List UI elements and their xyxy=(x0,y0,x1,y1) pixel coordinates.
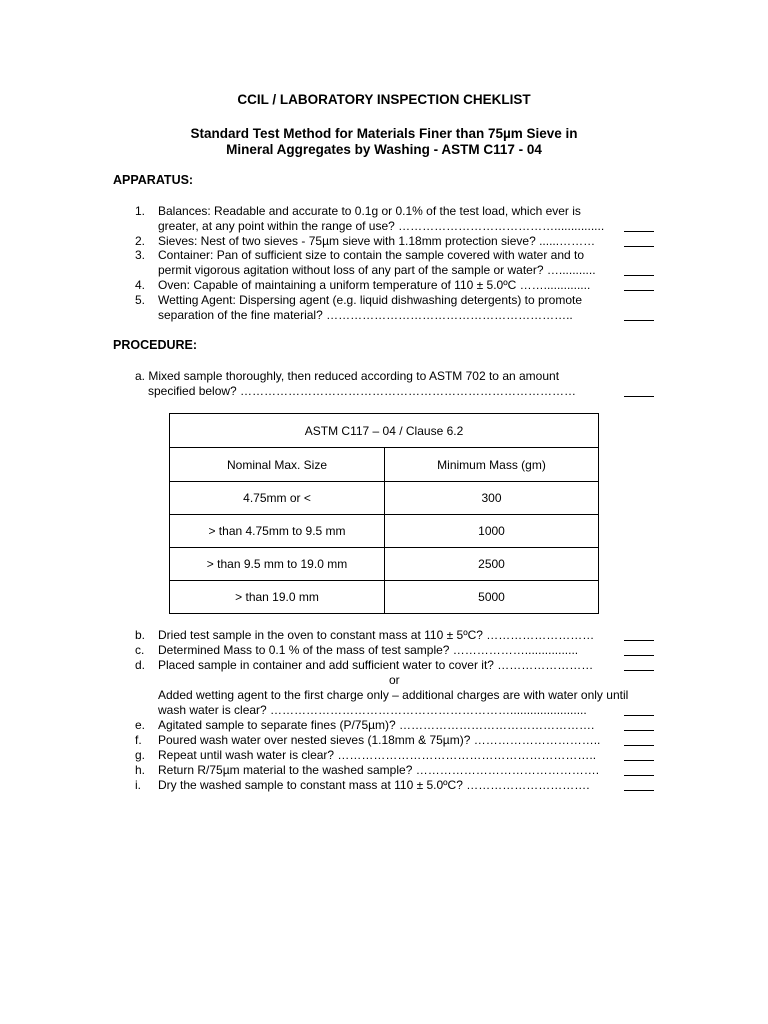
apparatus-item-5-number: 5. xyxy=(135,293,146,307)
document-subtitle-1: Standard Test Method for Materials Finer than 75µm Sieve in xyxy=(190,126,578,141)
procedure-item-a-text-cont: specified below? ………………………………………………………………………… xyxy=(148,384,577,398)
apparatus-item-1-check-blank[interactable] xyxy=(624,231,654,232)
apparatus-item-1-text-cont: greater, at any point within the range of use? …………………………………............... xyxy=(158,219,605,233)
procedure-item-h-check-blank[interactable] xyxy=(624,775,654,776)
apparatus-item-3-check-blank[interactable] xyxy=(624,275,654,276)
apparatus-item-1-text: Balances: Readable and accurate to 0.1g or 0.1% of the test load, which ever is xyxy=(158,204,581,218)
procedure-item-e-text: Agitated sample to separate fines (P/75µm)? …………………………………………. xyxy=(158,718,595,732)
apparatus-item-4-check-blank[interactable] xyxy=(624,290,654,291)
apparatus-item-5-check-blank[interactable] xyxy=(624,320,654,321)
table-cell-mass: 2500 xyxy=(385,548,599,581)
table-cell-mass: 5000 xyxy=(385,581,599,614)
table-row xyxy=(170,581,599,614)
procedure-item-h-text: Return R/75µm material to the washed sample? ………………………………………. xyxy=(158,763,600,777)
procedure-item-f-text: Poured wash water over nested sieves (1.18mm & 75µm)? ………………………….. xyxy=(158,733,601,747)
table-cell-mass: 300 xyxy=(385,482,599,515)
apparatus-item-4-number: 4. xyxy=(135,278,146,292)
table-cell-size: > than 4.75mm to 9.5 mm xyxy=(170,515,385,548)
procedure-wetting-agent-check-blank[interactable] xyxy=(624,715,654,716)
apparatus-item-5-text: Wetting Agent: Dispersing agent (e.g. liquid dishwashing detergents) to promote xyxy=(158,293,583,307)
procedure-item-h-letter: h. xyxy=(135,763,146,777)
procedure-item-a-check-blank[interactable] xyxy=(624,396,654,397)
procedure-item-c-letter: c. xyxy=(135,643,145,657)
procedure-item-i-check-blank[interactable] xyxy=(624,790,654,791)
table-caption: ASTM C117 – 04 / Clause 6.2 xyxy=(170,414,599,448)
table-cell-size: > than 19.0 mm xyxy=(170,581,385,614)
procedure-or-text: or xyxy=(389,673,400,687)
procedure-item-b-check-blank[interactable] xyxy=(624,640,654,641)
procedure-heading: PROCEDURE: xyxy=(113,338,198,352)
table-cell-mass: 1000 xyxy=(385,515,599,548)
procedure-item-g-check-blank[interactable] xyxy=(624,760,654,761)
table-row xyxy=(170,548,599,581)
procedure-item-i-letter: i. xyxy=(135,778,141,792)
procedure-item-c-check-blank[interactable] xyxy=(624,655,654,656)
procedure-item-c-text: Determined Mass to 0.1 % of the mass of test sample? ………………................ xyxy=(158,643,579,657)
apparatus-item-5-text-cont: separation of the fine material? …………………………………………………….. xyxy=(158,308,573,322)
apparatus-item-2-number: 2. xyxy=(135,234,146,248)
table-cell-size: 4.75mm or < xyxy=(170,482,385,515)
apparatus-item-4-text: Oven: Capable of maintaining a uniform temperature of 110 ± 5.0ºC …….............. xyxy=(158,278,591,292)
apparatus-item-2-check-blank[interactable] xyxy=(624,246,654,247)
procedure-item-g-letter: g. xyxy=(135,748,146,762)
procedure-item-f-letter: f. xyxy=(135,733,142,747)
procedure-item-d-letter: d. xyxy=(135,658,146,672)
apparatus-item-3-number: 3. xyxy=(135,248,146,262)
table-row xyxy=(170,515,599,548)
procedure-item-b-letter: b. xyxy=(135,628,146,642)
apparatus-item-2-text: Sieves: Nest of two sieves - 75µm sieve with 1.18mm protection sieve? ......……… xyxy=(158,234,596,248)
apparatus-item-3-text: Container: Pan of sufficient size to contain the sample covered with water and to xyxy=(158,248,585,262)
procedure-item-a-text: a. Mixed sample thoroughly, then reduced according to ASTM 702 to an amount xyxy=(135,369,560,383)
procedure-item-b-text: Dried test sample in the oven to constant mass at 110 ± 5ºC? ……………………… xyxy=(158,628,595,642)
procedure-item-e-letter: e. xyxy=(135,718,146,732)
apparatus-heading: APPARATUS: xyxy=(113,173,194,187)
procedure-item-e-check-blank[interactable] xyxy=(624,730,654,731)
apparatus-item-1-number: 1. xyxy=(135,204,146,218)
procedure-wetting-agent-text-cont: wash water is clear? ……………………………………………………....................... xyxy=(158,703,587,717)
procedure-item-d-check-blank[interactable] xyxy=(624,670,654,671)
table-cell-size: > than 9.5 mm to 19.0 mm xyxy=(170,548,385,581)
apparatus-item-3-text-cont: permit vigorous agitation without loss of any part of the sample or water? …........... xyxy=(158,263,596,277)
table-row xyxy=(170,482,599,515)
minimum-mass-table xyxy=(169,413,599,614)
document-title: CCIL / LABORATORY INSPECTION CHEKLIST xyxy=(237,92,531,107)
table-header-minimum-mass: Minimum Mass (gm) xyxy=(385,448,599,482)
procedure-item-f-check-blank[interactable] xyxy=(624,745,654,746)
procedure-wetting-agent-text: Added wetting agent to the first charge only – additional charges are with water only until xyxy=(158,688,629,702)
document-subtitle-2: Mineral Aggregates by Washing - ASTM C117 - 04 xyxy=(226,142,542,157)
procedure-item-i-text: Dry the washed sample to constant mass at 110 ± 5.0ºC? …………………………. xyxy=(158,778,590,792)
procedure-item-d-text: Placed sample in container and add sufficient water to cover it? …………………… xyxy=(158,658,594,672)
table-header-nominal-size: Nominal Max. Size xyxy=(170,448,385,482)
procedure-item-g-text: Repeat until wash water is clear? ……………………………………………………….. xyxy=(158,748,597,762)
